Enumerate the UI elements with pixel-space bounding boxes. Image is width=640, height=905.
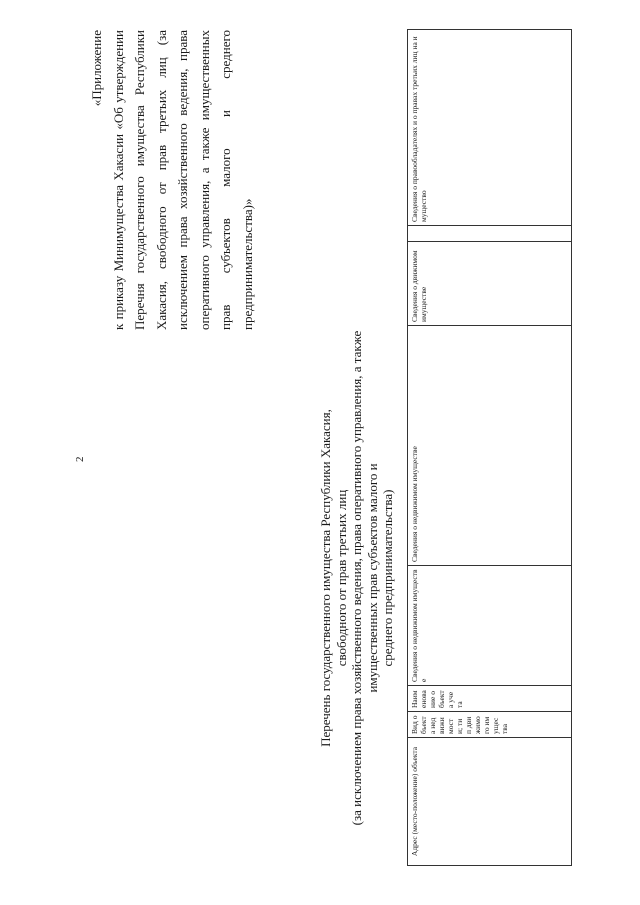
header-object-type: Вид объекта недвижимости; тип движимого имущества: [408, 712, 572, 738]
header-rights-holders: Сведения о правообладателях и о правах третьих лиц на имущество: [408, 30, 572, 226]
heading-line-3: (за исключением права хозяйственного ведения, права оперативного управления, а также имущественных прав субъектов малого и: [349, 330, 380, 826]
header-movable-info: Сведения о движимом имуществе: [408, 242, 572, 326]
header-address: Адрес (место-положение) объекта: [408, 738, 572, 866]
header-object-name: Наименование объекта учета: [408, 686, 572, 712]
table-header-row: [408, 30, 572, 866]
appendix-block: [86, 30, 258, 330]
heading-line-4: среднего предпринимательства): [380, 489, 395, 667]
page-number: 2: [74, 456, 86, 462]
appendix-text: к приказу Минимущества Хакасии «Об утверждении Перечня государственного имущества Республики Хакасия, свободного от прав третьих лиц (за исключением права хозяйственного ведения, права оперативного управления, а также имущественных прав субъектов малого и среднего предпринимательства)»: [110, 30, 255, 330]
appendix-title: «Приложение: [89, 30, 104, 107]
header-blank: [408, 226, 572, 242]
header-real-estate-info: Сведения о недвижимом имуществе: [408, 566, 572, 686]
heading-line-2: свободного от прав третьих лиц: [333, 489, 349, 667]
document-heading: [318, 298, 396, 858]
header-real-estate-details: Сведения о недвижимом имуществе: [408, 326, 572, 566]
heading-line-1: Перечень государственного имущества Республики Хакасия,: [318, 409, 333, 747]
property-table: [407, 30, 572, 866]
